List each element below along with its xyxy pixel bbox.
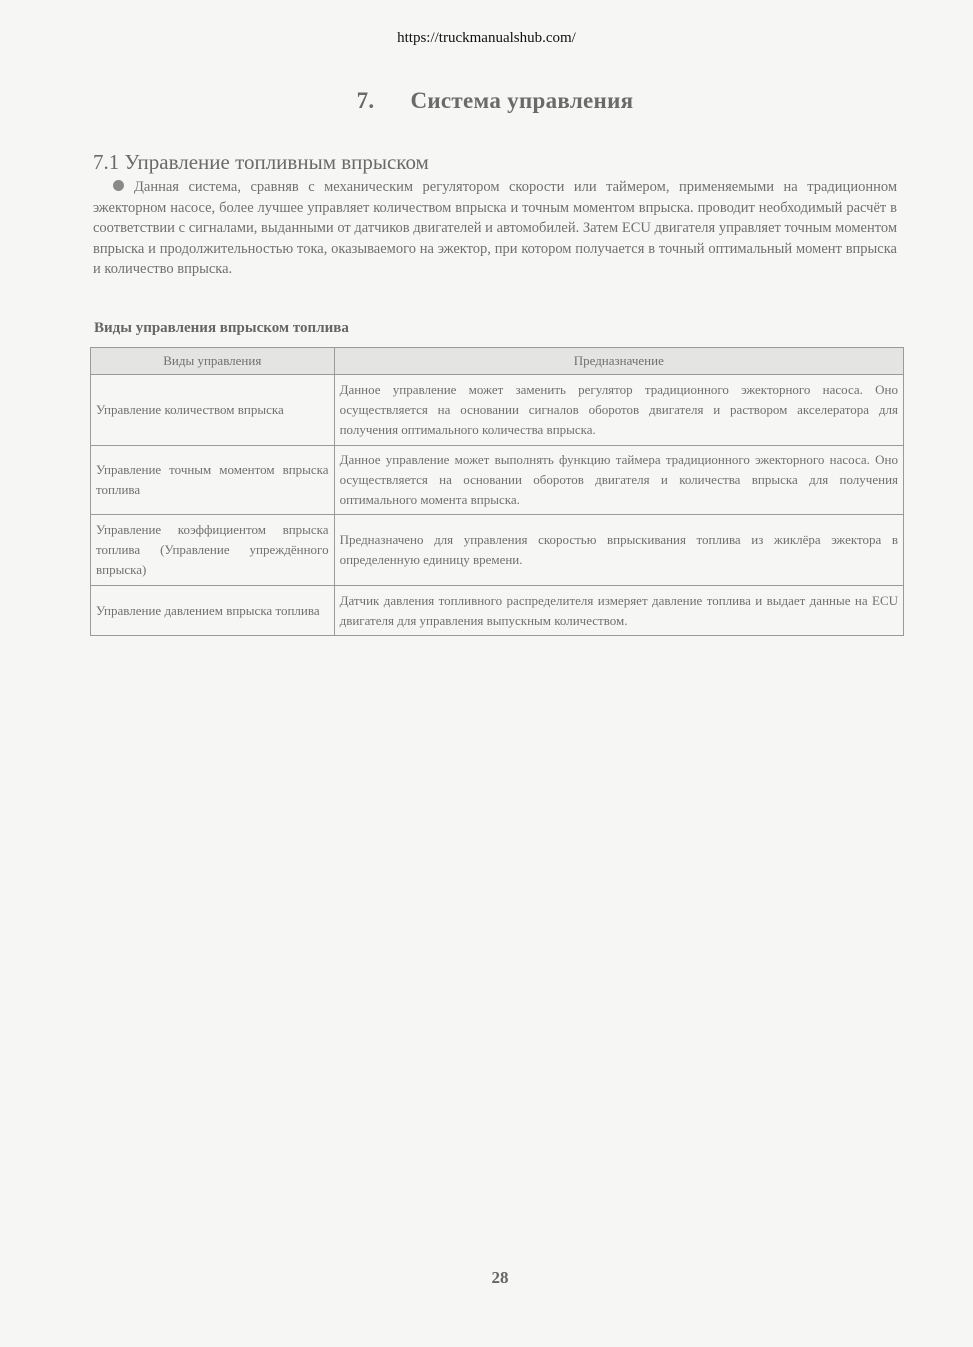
chapter-title (0, 88, 973, 114)
purpose-cell: Данное управление может выполнять функцию таймера традиционного эжекторного насоса. Оно осуществляется на основании оборотов двигателя и количества впрыска для получения оптимального момента впрыска. (334, 446, 903, 515)
control-types-table (90, 347, 904, 636)
table-row (91, 586, 904, 636)
purpose-cell: Датчик давления топливного распределителя измеряет давление топлива и выдает данные на ECU двигателя для управления выпускным количеством. (334, 586, 903, 636)
table-row (91, 375, 904, 446)
control-type-cell: Управление коэффициентом впрыска топлива (Управление упреждённого впрыска) (91, 515, 335, 586)
header-purpose: Предназначение (334, 348, 903, 375)
table-row (91, 515, 904, 586)
page-number: 28 (491, 1268, 509, 1287)
control-type-cell: Управление точным моментом впрыска топлива (91, 446, 335, 515)
purpose-cell: Предназначено для управления скоростью впрыскивания топлива из жиклёра эжектора в определенную единицу времени. (334, 515, 903, 586)
control-type-cell: Управление давлением впрыска топлива (91, 586, 335, 636)
source-url: https://truckmanualshub.com/ (397, 30, 576, 46)
header-control-type: Виды управления (91, 348, 335, 375)
control-type-cell: Управление количеством впрыска (91, 375, 335, 446)
bullet-icon (113, 180, 124, 191)
table-header-row (91, 348, 904, 375)
purpose-cell: Данное управление может заменить регулятор традиционного эжекторного насоса. Оно осуществляется на основании сигналов оборотов двигателя и раствором акселератора для получения оптимального количества впрыска. (334, 375, 903, 446)
section-paragraph (93, 177, 897, 280)
chapter-number: 7. (356, 88, 375, 113)
table-row (91, 446, 904, 515)
table-caption: Виды управления впрыском топлива (94, 320, 349, 336)
paragraph-text: Данная система, сравняв с механическим регулятором скорости или таймером, применяемыми на традиционном эжекторном насосе, более лучшее управляет количеством впрыска и точным моментом впрыска. проводит необходимый расчёт в соответствии с сигналами, выданными от датчиков двигателей и автомобилей. Затем ECU двигателя управляет точным моментом впрыска и продолжительностью тока, оказываемого на эжектор, при котором получается в точный оптимальный момент впрыска и количество впрыска. (93, 179, 897, 277)
section-title: 7.1 Управление топливным впрыском (93, 150, 429, 174)
chapter-title-text: Система управления (410, 88, 634, 113)
